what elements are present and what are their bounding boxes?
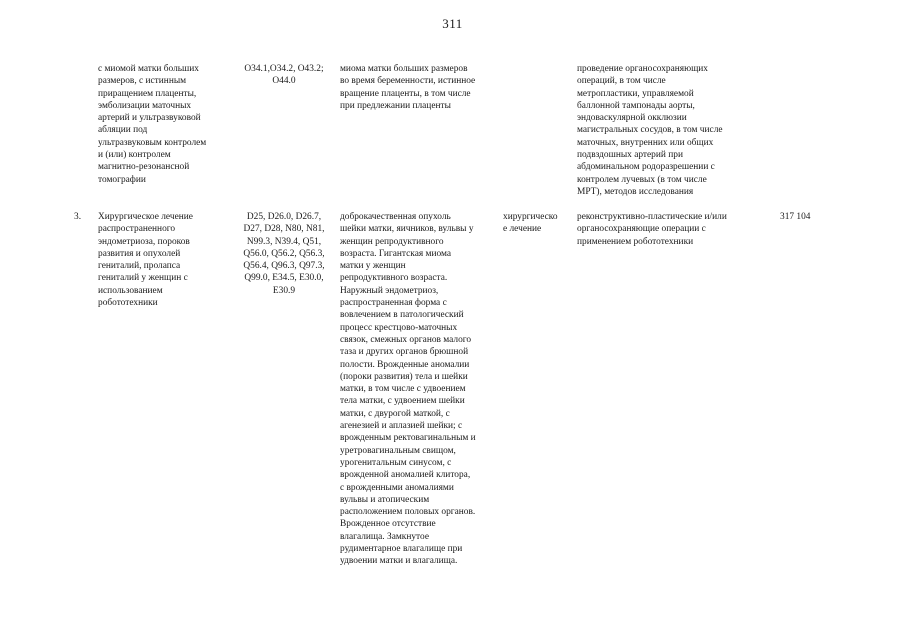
icd-codes: O34.1,O34.2, O43.2; O44.0 <box>244 64 324 87</box>
treatment-method: проведение органосохраняющих операций, в том числе метропластики, управляемой баллонной тампонады аорты, эндоваскулярной окклюзии магистральных сосудов, в том числе маточных, внутренних или общих подвздошных артерий при абдоминальном родоразрешении с контролем лучевых (в том числе МРТ), методов исследования <box>577 64 723 197</box>
patient-model: доброкачественная опухоль шейки матки, яичников, вульвы у женщин репродуктивного возраста. Гигантская миома матки у женщин репродуктивного возраста. Наружный эндометриоз, распространенная форма с вовлечением в патологический процесс крестцово-маточных связок, смежных органов малого таза и других органов брюшной полости. Врожденные аномалии (пороки развития) тела и шейки матки, в том числе с удвоением тела матки, с удвоением шейки матки, с двурогой маткой, с агенезией и аплазией шейки; с врожденным ректовагинальным и уретровагинальным свищом, урогенитальным синусом, с врожденной аномалией клитора, с врожденными аномалиями вульвы и атопическим расположением половых органов. Врожденное отсутствие влагалища. Замкнутое рудиментарное влагалище при удвоении матки и влагалища. <box>340 212 476 567</box>
patient-model: миома матки больших размеров во время беременности, истинное вращение плаценты, в том числе при предлежании плаценты <box>340 64 476 111</box>
treatment-kind: хирургическо е лечение <box>503 212 558 235</box>
icd-codes: D25, D26.0, D26.7, D27, D28, N80, N81, N99.3, N39.4, Q51, Q56.0, Q56.2, Q56.3, Q56.4, Q96.3, Q97.3, Q99.0, E34.5, E30.0, E30.9 <box>243 212 325 296</box>
cost-value: 317 104 <box>780 212 811 222</box>
care-type-name: Хирургическое лечение распространенного эндометриоза, пороков развития и опухолей гениталий, пролапса гениталий у женщин с использованием робототехники <box>98 212 193 309</box>
row-number: 3. <box>74 212 82 222</box>
treatment-method: реконструктивно-пластические и/или органосохраняющие операции с применением робототехники <box>577 212 727 247</box>
page-number: 311 <box>442 16 463 31</box>
care-type-name: с миомой матки больших размеров, с истинным приращением плаценты, эмболизации маточных артерий и ультразвуковой абляции под ультразвуковым контролем и (или) контролем магнитно-резонансной томографии <box>98 64 207 185</box>
